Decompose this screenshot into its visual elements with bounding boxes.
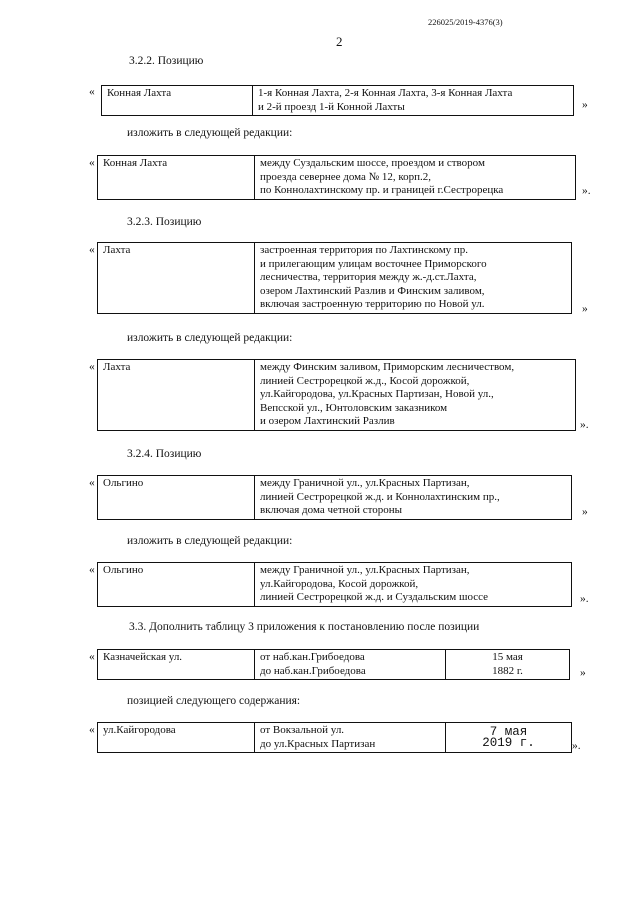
redaction-label: изложить в следующей редакции: — [127, 535, 293, 547]
open-quote: « — [89, 477, 95, 489]
date-line: 15 мая — [492, 651, 523, 663]
description-line: лесничества, территория между ж.-д.ст.Лахта, — [260, 271, 477, 283]
position-name: Конная Лахта — [98, 156, 255, 200]
section-heading-33: 3.3. Дополнить таблицу 3 приложения к постановлению после позиции — [129, 621, 480, 633]
position-name: Лахта — [98, 360, 255, 431]
description-line: между Граничной ул., ул.Красных Партизан, — [260, 564, 470, 576]
open-quote: « — [89, 244, 95, 256]
description-line: застроенная территория по Лахтинскому пр. — [260, 244, 469, 256]
redaction-label: изложить в следующей редакции: — [127, 332, 293, 344]
open-quote: « — [89, 86, 95, 98]
open-quote: « — [89, 361, 95, 373]
street-date — [446, 650, 570, 680]
close-quote: » — [582, 506, 588, 518]
date-line: 2019 г. — [482, 736, 535, 750]
table-row-324-old — [97, 475, 572, 520]
description-line: и прилегающим улицам восточнее Приморского — [260, 257, 487, 270]
section-heading-324: 3.2.4. Позицию — [127, 448, 202, 460]
open-quote: « — [89, 651, 95, 663]
close-quote: ». — [580, 593, 589, 605]
position-name: Конная Лахта — [102, 86, 253, 116]
description-line: 1-я Конная Лахта, 2-я Конная Лахта, 3-я Конная Лахта — [258, 87, 513, 99]
extent-line: до ул.Красных Партизан — [260, 737, 376, 750]
description-line: озером Лахтинский Разлив и Финским заливом, — [260, 284, 485, 297]
description-line: включая застроенную территорию по Новой ул. — [260, 298, 485, 310]
close-quote: ». — [572, 740, 581, 752]
description-line: и озером Лахтинский Разлив — [260, 415, 395, 427]
extent-line: от наб.кан.Грибоедова — [260, 651, 365, 663]
street-name: ул.Кайгородова — [98, 723, 255, 753]
close-quote: ». — [582, 185, 591, 197]
description-line: ул.Кайгородова, Косой дорожкой, — [260, 577, 419, 590]
table-row-323-old — [97, 242, 572, 314]
table-row-33-new — [97, 722, 572, 753]
table-row-322-new — [97, 155, 576, 200]
description-line: линией Сестрорецкой ж.д. и Коннолахтинским пр., — [260, 490, 500, 503]
date-line: 7 мая — [489, 725, 528, 739]
extent-line: от Вокзальной ул. — [260, 724, 345, 736]
position-description — [255, 476, 572, 520]
position-description — [253, 86, 574, 116]
table-row-323-new — [97, 359, 576, 431]
extent-line: до наб.кан.Грибоедова — [260, 664, 366, 677]
street-date-stamp — [446, 723, 572, 753]
table-row-322-old — [101, 85, 574, 116]
position-name: Ольгино — [98, 476, 255, 520]
open-quote: « — [89, 564, 95, 576]
description-line: линией Сестрорецкой ж.д. и Суздальским шоссе — [260, 591, 489, 603]
document-number: 226025/2019-4376(3) — [428, 17, 503, 27]
date-line: 1882 г. — [492, 664, 523, 677]
street-name: Казначейская ул. — [98, 650, 255, 680]
page-number: 2 — [336, 34, 343, 49]
description-line: между Суздальским шоссе, проездом и створом — [260, 157, 485, 169]
close-quote: ». — [580, 419, 589, 431]
street-extent — [255, 650, 446, 680]
description-line: и 2-й проезд 1-й Конной Лахты — [258, 100, 405, 113]
position-name: Ольгино — [98, 563, 255, 607]
close-quote: » — [582, 99, 588, 111]
description-line: по Коннолахтинскому пр. и границей г.Сестрорецка — [260, 184, 504, 196]
description-line: Вепсской ул., Юнтоловским заказником — [260, 401, 448, 414]
section-heading-322: 3.2.2. Позицию — [129, 55, 204, 67]
street-extent — [255, 723, 446, 753]
table-row-33-existing — [97, 649, 570, 680]
section-heading-323: 3.2.3. Позицию — [127, 216, 202, 228]
close-quote: » — [580, 667, 586, 679]
open-quote: « — [89, 724, 95, 736]
position-description — [255, 243, 572, 314]
close-quote: » — [582, 303, 588, 315]
description-line: линией Сестрорецкой ж.д., Косой дорожкой, — [260, 374, 470, 387]
description-line: ул.Кайгородова, ул.Красных Партизан, Новой ул., — [260, 388, 494, 400]
position-description — [255, 360, 576, 431]
position-name: Лахта — [98, 243, 255, 314]
description-line: между Финским заливом, Приморским лесничеством, — [260, 361, 515, 373]
redaction-label: изложить в следующей редакции: — [127, 127, 293, 139]
description-line: между Граничной ул., ул.Красных Партизан, — [260, 477, 470, 489]
position-description — [255, 563, 572, 607]
position-description — [255, 156, 576, 200]
description-line: проезда севернее дома № 12, корп.2, — [260, 170, 432, 183]
table-row-324-new — [97, 562, 572, 607]
description-line: включая дома четной стороны — [260, 504, 403, 516]
following-label: позицией следующего содержания: — [127, 695, 301, 707]
open-quote: « — [89, 157, 95, 169]
